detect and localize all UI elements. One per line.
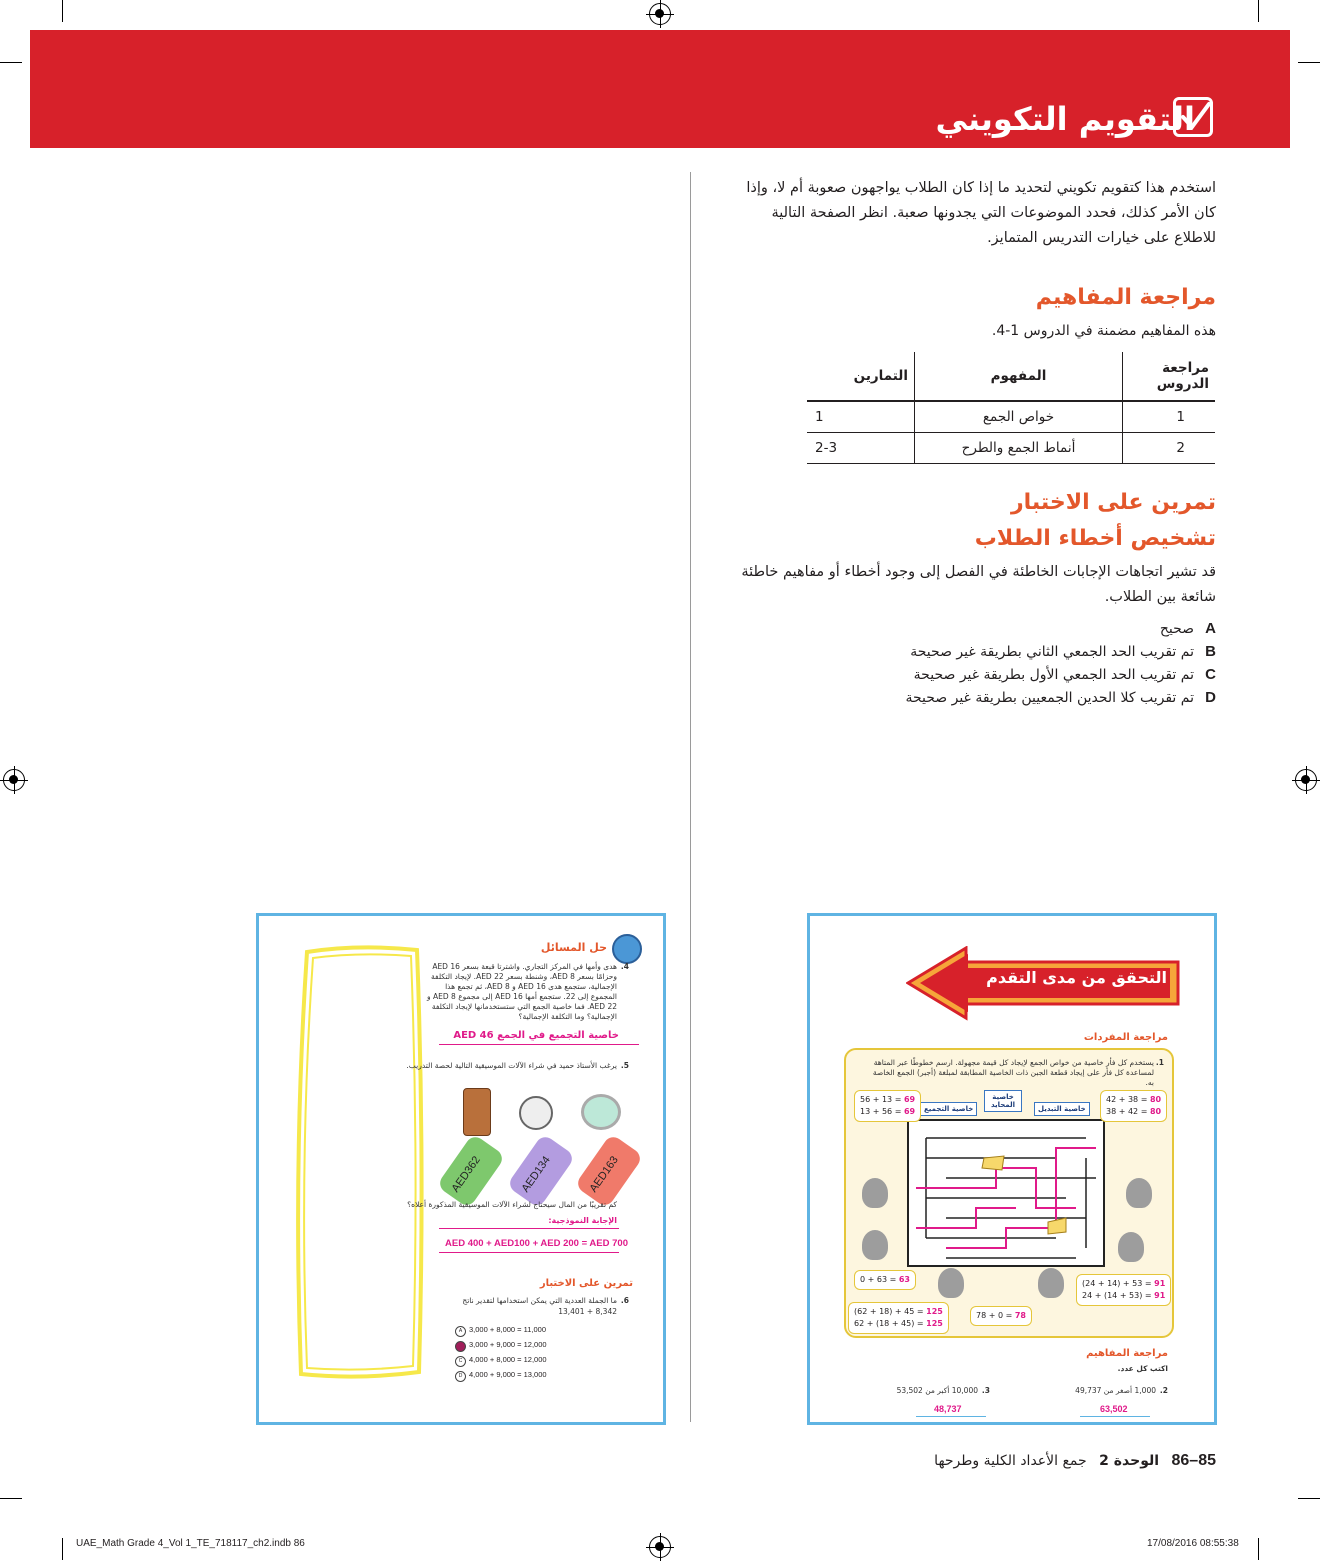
question-2-answer: 63,502 — [1100, 1404, 1128, 1414]
answer-choices — [455, 1322, 547, 1382]
question-number: 4. — [620, 962, 629, 971]
crop-mark — [0, 1498, 22, 1499]
equation-bubble — [1100, 1090, 1167, 1122]
crop-mark — [1258, 1538, 1259, 1560]
banjo-icon — [519, 1096, 553, 1130]
option-letter: A — [1205, 620, 1216, 637]
equation-text: 78 + 0 = — [976, 1311, 1015, 1320]
concepts-heading: مراجعة المفاهيم — [1035, 285, 1216, 310]
mouse-icon — [862, 1230, 888, 1260]
option-text: صحيح — [1159, 621, 1194, 637]
mouse-icon — [1118, 1232, 1144, 1262]
crop-mark — [62, 0, 63, 22]
question-number: 2. — [1159, 1386, 1168, 1395]
table-header-row — [807, 352, 1215, 401]
intro-paragraph: استخدم هذا كتقويم تكويني لتحديد ما إذا كان الطلاب يواجهون صعوبة أم لا، وإذا كان الأمر كذلك، فحدد الموضوعات التي يجدونها صعبة. انظر الصفحة التالية للاطلاع على خيارات التدريس المتمايز. — [746, 180, 1216, 246]
equation-text: 62 + (18 + 45) = — [854, 1319, 927, 1328]
diagnosis-intro: قد تشير اتجاهات الإجابات الخاطئة في الفصل إلى وجود أخطاء أو مفاهيم خاطئة شائعة بين الطلاب. — [741, 564, 1216, 605]
globe-icon — [612, 934, 642, 964]
choice-text: 4,000 + 9,000 = 13,000 — [469, 1370, 547, 1379]
choice-a[interactable] — [455, 1322, 547, 1337]
mouse-icon — [938, 1268, 964, 1298]
practice-heading: تمرين على الاختبار — [1010, 490, 1216, 515]
answer-value: 69 — [903, 1107, 916, 1116]
property-tag: خاصية التجميع — [920, 1102, 977, 1116]
equation-text: (24 + 14) + 53 = — [1082, 1279, 1155, 1288]
column-header: التمارين — [807, 352, 915, 401]
concept-cell: خواص الجمع — [915, 401, 1123, 433]
lesson-cell: 1 — [1123, 401, 1216, 433]
crop-mark — [1298, 1498, 1320, 1499]
file-name: UAE_Math Grade 4_Vol 1_TE_718117_ch2.indb 86 — [76, 1538, 305, 1549]
crop-mark — [62, 1538, 63, 1560]
page-title: التقويم التكويني — [935, 100, 1195, 138]
unit-title: جمع الأعداد الكلية وطرحها — [934, 1453, 1087, 1469]
option-c — [914, 666, 1216, 683]
test-practice-heading: تمرين على الاختبار — [539, 1278, 633, 1289]
table-row — [807, 433, 1215, 464]
option-letter: C — [1205, 666, 1216, 683]
registration-mark-icon — [3, 769, 25, 791]
page-footer — [934, 1452, 1216, 1470]
option-letter: B — [1205, 643, 1216, 660]
answer-line — [439, 1252, 619, 1253]
question-number: 5. — [620, 1061, 629, 1070]
question-6-text: ما الجملة العددية التي يمكن استخدامها لتقدير ناتج — [462, 1296, 617, 1305]
question-3-answer: 48,737 — [934, 1404, 962, 1414]
choice-text: 4,000 + 8,000 = 12,000 — [469, 1355, 547, 1364]
price-tag-purple — [506, 1133, 575, 1208]
choice-b[interactable] — [455, 1337, 547, 1352]
equation-text: 38 + 42 = — [1106, 1107, 1150, 1116]
concepts-table — [807, 352, 1215, 464]
answer-line — [916, 1416, 986, 1417]
mouse-icon — [1126, 1178, 1152, 1208]
yellow-outline-shape — [289, 942, 429, 1382]
question-4-answer: خاصية التجميع في الجمع AED 46 — [453, 1030, 619, 1041]
column-divider — [690, 172, 691, 1422]
question-1-text: يستخدم كل فأر خاصية من خواص الجمع لإيجاد كل قيمة مجهولة. ارسم خطوطًا عبر المتاهة لمساعدة كل فأر على إيجاد قطعة الجبن ذات الخاصية المطابقة لمبلغة (أجبر) الجمع الخاصة به. — [872, 1058, 1154, 1087]
exercises-cell: 2-3 — [807, 433, 915, 464]
print-date: 17/08/2016 08:55:38 — [1147, 1538, 1239, 1549]
mouse-icon — [1038, 1268, 1064, 1298]
choice-letter: C — [455, 1356, 466, 1367]
checkmark-icon — [1173, 97, 1213, 137]
equation-bubble — [1076, 1274, 1171, 1306]
tambourine-icon — [581, 1094, 621, 1130]
question-6-expression: 13,401 + 8,342 — [558, 1307, 617, 1316]
question-5-question: كم تقريبًا من المال سيحتاج لشراء الآلات الموسيقية المذكورة أعلاه؟ — [407, 1200, 617, 1209]
option-b — [910, 643, 1216, 660]
registration-mark-icon — [1295, 769, 1317, 791]
concepts-review-instruction: اكتب كل عدد. — [1117, 1364, 1168, 1373]
registration-mark-icon — [649, 3, 671, 25]
equation-bubble — [854, 1270, 916, 1290]
column-header: مراجعة الدروس — [1123, 352, 1216, 401]
progress-check-arrow — [906, 946, 1181, 1021]
answer-value: 125 — [926, 1319, 943, 1328]
answer-value: 69 — [903, 1095, 916, 1104]
answer-value: 125 — [926, 1307, 943, 1316]
problem-solving-heading: حل المسائل — [540, 941, 607, 954]
option-text: تم تقريب الحد الجمعي الثاني بطريقة غير صحيحة — [910, 644, 1194, 660]
drum-icon — [463, 1088, 491, 1136]
student-page-thumbnail — [807, 913, 1217, 1425]
question-number: 6. — [620, 1296, 629, 1305]
question-2-text: 1,000 أصغر من 49,737 — [1075, 1386, 1156, 1395]
option-text: تم تقريب كلا الحدين الجمعيين بطريقة غير صحيحة — [905, 690, 1194, 706]
property-tag: خاصية التبديل — [1034, 1102, 1090, 1116]
question-4-text: هدى وأمها في المركز التجاري. واشترتا قبعة بسعر AED 16 وحزامًا بسعر AED 8، وشنطة بسعر AED 22. لإيجاد التكلفة الإجمالية، ستجمع هدى AED 16 و AED 8، ثم تجمع هذا المجموع إلى 22. ستجمع أمها AED 16 إلى مجموع AED 8 و AED 22. فما خاصية الجمع التي ستستخدمانها لإيجاد التكلفة الإجمالية؟ وما التكلفة الإجمالية؟ — [426, 962, 617, 1021]
answer-value: 80 — [1149, 1095, 1162, 1104]
choice-text: 3,000 + 8,000 = 11,000 — [469, 1325, 547, 1334]
answer-line — [1080, 1416, 1150, 1417]
registration-mark-icon — [649, 1536, 671, 1558]
equation-bubble — [970, 1306, 1032, 1326]
lesson-cell: 2 — [1123, 433, 1216, 464]
arrow-title: التحقق من مدى التقدم — [986, 968, 1167, 987]
equation-bubble — [848, 1302, 949, 1334]
diagnosis-heading: تشخيص أخطاء الطلاب — [974, 526, 1216, 551]
equation-text: (62 + 18) + 45 = — [854, 1307, 927, 1316]
price-label: AED362 — [449, 1154, 483, 1195]
option-d — [905, 689, 1216, 706]
crop-mark — [1258, 0, 1259, 22]
answer-value: 80 — [1149, 1107, 1162, 1116]
concepts-review-heading: مراجعة المفاهيم — [1086, 1348, 1168, 1359]
mouse-icon — [862, 1178, 888, 1208]
choice-c[interactable] — [455, 1352, 547, 1367]
equation-bubble — [854, 1090, 921, 1122]
unit-label: الوحدة 2 — [1099, 1453, 1160, 1469]
question-5-text: يرغب الأستاذ حميد في شراء الآلات الموسيقية التالية لحصة التدريب. — [406, 1061, 617, 1070]
maze-grid — [906, 1118, 1106, 1268]
option-text: تم تقريب الحد الجمعي الأول بطريقة غير صحيحة — [913, 667, 1194, 683]
column-header: المفهوم — [915, 352, 1123, 401]
equation-text: 13 + 56 = — [860, 1107, 904, 1116]
equation-text: 0 + 63 = — [860, 1275, 899, 1284]
equation-text: 24 + (14 + 53) = — [1082, 1291, 1155, 1300]
crop-mark — [0, 62, 22, 63]
answer-line — [439, 1044, 639, 1045]
price-tag-red — [574, 1133, 643, 1208]
price-label: AED134 — [519, 1154, 553, 1195]
option-letter: D — [1205, 689, 1216, 706]
choice-letter: D — [455, 1371, 466, 1382]
answer-value: 78 — [1014, 1311, 1026, 1320]
maze-activity — [844, 1048, 1174, 1338]
answer-value: 63 — [898, 1275, 910, 1284]
question-3-text: 10,000 أكبر من 53,502 — [896, 1386, 978, 1395]
price-label: AED163 — [587, 1154, 621, 1195]
property-tag: خاصية المحايد — [984, 1090, 1022, 1112]
model-answer-label: الإجابة النموذجية: — [548, 1216, 617, 1225]
choice-d[interactable] — [455, 1367, 547, 1382]
exercises-cell: 1 — [807, 401, 915, 433]
concepts-intro: هذه المفاهيم مضمنة في الدروس 1-4. — [991, 323, 1216, 339]
question-5-answer: AED 400 + AED100 + AED 200 = AED 700 — [445, 1238, 628, 1249]
question-number: 1. — [1155, 1058, 1164, 1067]
equation-text: 42 + 38 = — [1106, 1095, 1150, 1104]
equation-text: 56 + 13 = — [860, 1095, 904, 1104]
price-tag-green — [436, 1133, 505, 1208]
choice-text: 3,000 + 9,000 = 12,000 — [469, 1340, 547, 1349]
table-row — [807, 401, 1215, 433]
answer-value: 91 — [1154, 1279, 1166, 1288]
vocab-heading: مراجعة المفردات — [1083, 1032, 1168, 1043]
student-page-thumbnail — [256, 913, 666, 1425]
choice-letter: A — [455, 1326, 466, 1337]
choice-letter: B — [455, 1341, 466, 1352]
answer-line — [439, 1228, 619, 1229]
page-numbers: 85–86 — [1171, 1452, 1216, 1469]
question-number: 3. — [981, 1386, 990, 1395]
answer-value: 91 — [1154, 1291, 1166, 1300]
concept-cell: أنماط الجمع والطرح — [915, 433, 1123, 464]
crop-mark — [1298, 62, 1320, 63]
option-a — [1160, 620, 1216, 637]
